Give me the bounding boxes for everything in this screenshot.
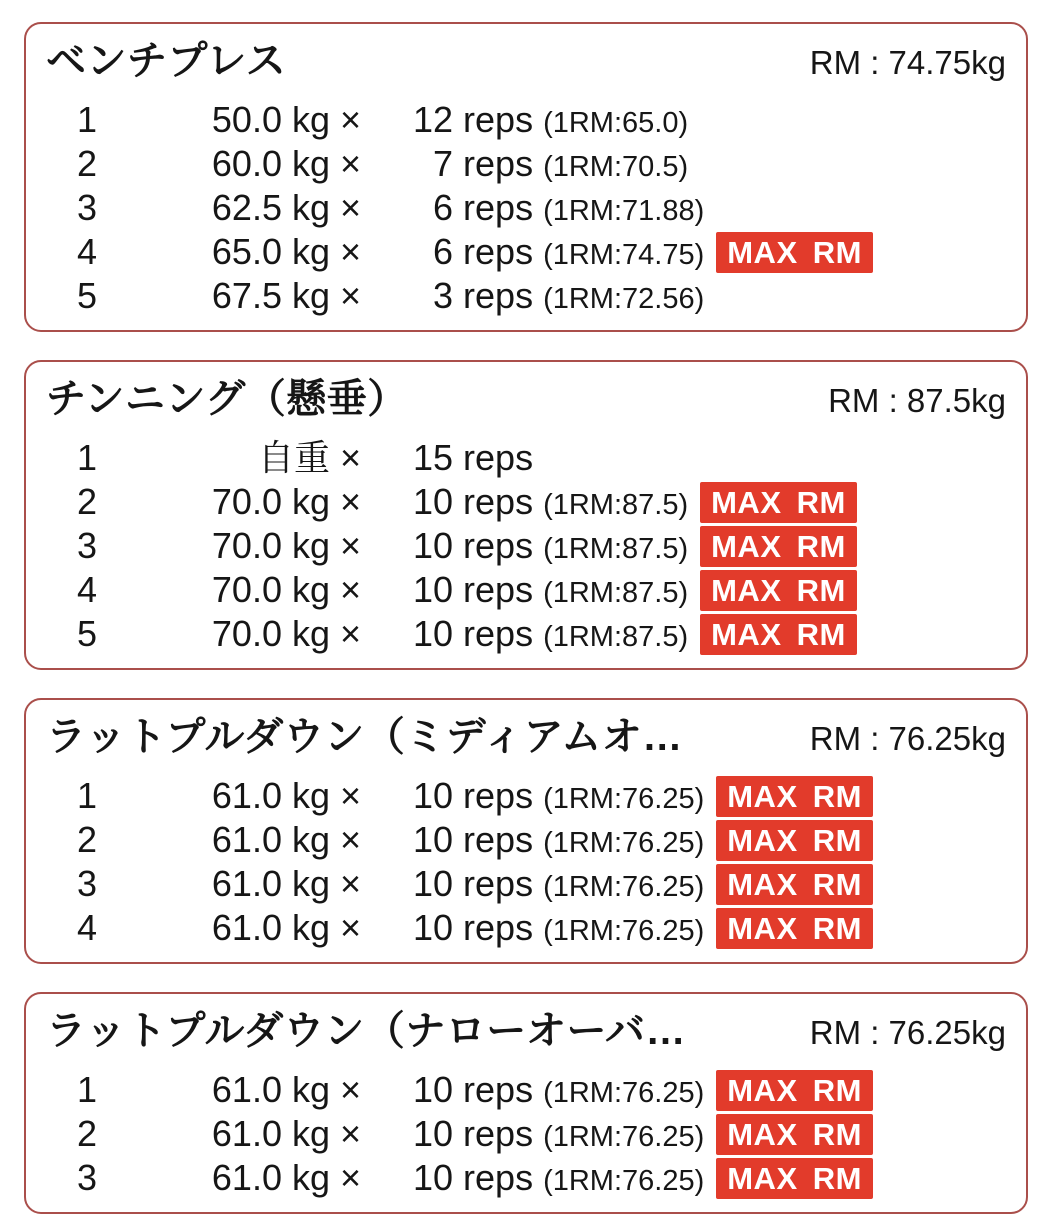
reps-count: 10 xyxy=(412,1069,454,1110)
max-rm-badge: MAX RM xyxy=(716,1070,873,1111)
set-weight: 61.0 kg xyxy=(211,819,330,860)
max-rm-badge: MAX RM xyxy=(716,864,873,905)
reps-count: 10 xyxy=(412,907,454,948)
reps-label: reps xyxy=(463,231,534,272)
set-row xyxy=(46,1068,1006,1112)
set-weight: 61.0 kg xyxy=(211,1113,330,1154)
exercise-card xyxy=(24,22,1028,332)
multiply-icon: × xyxy=(340,775,362,816)
one-rm-value: (1RM:87.5) xyxy=(543,577,689,609)
multiply-icon: × xyxy=(340,275,362,316)
set-weight: 50.0 kg xyxy=(211,99,330,140)
set-row xyxy=(46,1112,1006,1156)
set-row xyxy=(46,274,1006,318)
set-number: 1 xyxy=(76,437,98,478)
set-number: 3 xyxy=(76,1157,98,1198)
set-rows xyxy=(46,98,1006,318)
exercise-card xyxy=(24,992,1028,1214)
reps-count: 7 xyxy=(433,143,454,184)
reps-label: reps xyxy=(463,569,534,610)
one-rm-value: (1RM:76.25) xyxy=(543,871,705,903)
multiply-icon: × xyxy=(340,569,362,610)
reps-label: reps xyxy=(463,613,534,654)
exercise-title: ラットプルダウン（ミディアムオ… xyxy=(46,715,683,759)
set-row xyxy=(46,230,1006,274)
set-row xyxy=(46,436,1006,480)
reps-count: 15 xyxy=(412,437,454,478)
set-row xyxy=(46,524,1006,568)
one-rm-value: (1RM:87.5) xyxy=(543,489,689,521)
card-header xyxy=(46,372,1006,426)
one-rm-value: (1RM:72.56) xyxy=(543,283,705,315)
multiply-icon: × xyxy=(340,1157,362,1198)
one-rm-value: (1RM:74.75) xyxy=(543,239,705,271)
max-rm-badge: MAX RM xyxy=(716,776,873,817)
one-rm-value: (1RM:76.25) xyxy=(543,1165,705,1197)
reps-label: reps xyxy=(463,907,534,948)
set-weight: 61.0 kg xyxy=(211,1157,330,1198)
multiply-icon: × xyxy=(340,99,362,140)
exercise-rm-value: RM : 76.25kg xyxy=(809,720,1006,757)
reps-count: 10 xyxy=(412,1157,454,1198)
reps-count: 10 xyxy=(412,1113,454,1154)
multiply-icon: × xyxy=(340,1069,362,1110)
one-rm-value: (1RM:76.25) xyxy=(543,1077,705,1109)
set-number: 4 xyxy=(76,569,98,610)
set-weight: 61.0 kg xyxy=(211,907,330,948)
set-row xyxy=(46,1156,1006,1200)
set-number: 5 xyxy=(76,613,98,654)
set-weight: 67.5 kg xyxy=(211,275,330,316)
max-rm-badge: MAX RM xyxy=(700,526,857,567)
set-row xyxy=(46,818,1006,862)
reps-count: 10 xyxy=(412,569,454,610)
set-number: 3 xyxy=(76,187,98,228)
set-number: 4 xyxy=(76,231,98,272)
multiply-icon: × xyxy=(340,613,362,654)
reps-label: reps xyxy=(463,437,534,478)
max-rm-badge: MAX RM xyxy=(716,820,873,861)
multiply-icon: × xyxy=(340,525,362,566)
exercise-card xyxy=(24,360,1028,670)
exercise-title: ベンチプレス xyxy=(46,39,287,83)
set-rows xyxy=(46,1068,1006,1200)
reps-label: reps xyxy=(463,481,534,522)
multiply-icon: × xyxy=(340,437,362,478)
exercise-rm-value: RM : 74.75kg xyxy=(809,44,1006,81)
set-number: 1 xyxy=(76,1069,98,1110)
set-row xyxy=(46,906,1006,950)
multiply-icon: × xyxy=(340,231,362,272)
max-rm-badge: MAX RM xyxy=(716,1114,873,1155)
reps-count: 6 xyxy=(433,187,454,228)
one-rm-value: (1RM:76.25) xyxy=(543,783,705,815)
card-header xyxy=(46,710,1006,764)
set-weight: 62.5 kg xyxy=(211,187,330,228)
reps-label: reps xyxy=(463,1157,534,1198)
one-rm-value: (1RM:71.88) xyxy=(543,195,705,227)
reps-count: 3 xyxy=(433,275,454,316)
one-rm-value: (1RM:87.5) xyxy=(543,621,689,653)
set-number: 2 xyxy=(76,1113,98,1154)
exercise-title: チンニング（懸垂） xyxy=(46,377,408,421)
reps-count: 10 xyxy=(412,481,454,522)
set-row xyxy=(46,480,1006,524)
set-number: 2 xyxy=(76,143,98,184)
max-rm-badge: MAX RM xyxy=(700,570,857,611)
set-weight: 70.0 kg xyxy=(211,613,330,654)
set-number: 2 xyxy=(76,481,98,522)
set-weight: 70.0 kg xyxy=(211,525,330,566)
one-rm-value: (1RM:76.25) xyxy=(543,915,705,947)
max-rm-badge: MAX RM xyxy=(716,232,873,273)
reps-label: reps xyxy=(463,143,534,184)
set-number: 4 xyxy=(76,907,98,948)
one-rm-value: (1RM:87.5) xyxy=(543,533,689,565)
reps-count: 10 xyxy=(412,863,454,904)
set-row xyxy=(46,774,1006,818)
set-weight: 61.0 kg xyxy=(211,863,330,904)
one-rm-value: (1RM:65.0) xyxy=(543,107,689,139)
card-header xyxy=(46,1004,1006,1058)
exercise-title: ラットプルダウン（ナローオーバ… xyxy=(46,1009,686,1053)
max-rm-badge: MAX RM xyxy=(716,1158,873,1199)
multiply-icon: × xyxy=(340,143,362,184)
set-weight: 61.0 kg xyxy=(211,775,330,816)
set-number: 5 xyxy=(76,275,98,316)
reps-label: reps xyxy=(463,775,534,816)
card-header xyxy=(46,34,1006,88)
multiply-icon: × xyxy=(340,481,362,522)
reps-count: 10 xyxy=(412,525,454,566)
one-rm-value: (1RM:76.25) xyxy=(543,1121,705,1153)
exercise-card xyxy=(24,698,1028,964)
set-row xyxy=(46,568,1006,612)
max-rm-badge: MAX RM xyxy=(700,482,857,523)
set-weight: 70.0 kg xyxy=(211,569,330,610)
reps-label: reps xyxy=(463,863,534,904)
set-weight: 61.0 kg xyxy=(211,1069,330,1110)
set-number: 1 xyxy=(76,99,98,140)
set-row xyxy=(46,98,1006,142)
reps-label: reps xyxy=(463,1069,534,1110)
set-row xyxy=(46,142,1006,186)
set-weight: 65.0 kg xyxy=(211,231,330,272)
multiply-icon: × xyxy=(340,907,362,948)
set-rows xyxy=(46,436,1006,656)
reps-count: 12 xyxy=(412,99,454,140)
reps-count: 10 xyxy=(412,819,454,860)
reps-label: reps xyxy=(463,819,534,860)
reps-count: 10 xyxy=(412,613,454,654)
set-number: 3 xyxy=(76,525,98,566)
set-number: 3 xyxy=(76,863,98,904)
multiply-icon: × xyxy=(340,187,362,228)
multiply-icon: × xyxy=(340,863,362,904)
max-rm-badge: MAX RM xyxy=(716,908,873,949)
set-rows xyxy=(46,774,1006,950)
reps-label: reps xyxy=(463,525,534,566)
set-row xyxy=(46,186,1006,230)
exercise-rm-value: RM : 76.25kg xyxy=(809,1014,1006,1051)
one-rm-value: (1RM:76.25) xyxy=(543,827,705,859)
set-number: 2 xyxy=(76,819,98,860)
set-row xyxy=(46,862,1006,906)
reps-label: reps xyxy=(463,275,534,316)
reps-count: 6 xyxy=(433,231,454,272)
set-number: 1 xyxy=(76,775,98,816)
reps-label: reps xyxy=(463,1113,534,1154)
reps-count: 10 xyxy=(412,775,454,816)
multiply-icon: × xyxy=(340,819,362,860)
set-weight: 自重 xyxy=(257,437,330,478)
reps-label: reps xyxy=(463,187,534,228)
reps-label: reps xyxy=(463,99,534,140)
multiply-icon: × xyxy=(340,1113,362,1154)
one-rm-value: (1RM:70.5) xyxy=(543,151,689,183)
set-weight: 60.0 kg xyxy=(211,143,330,184)
max-rm-badge: MAX RM xyxy=(700,614,857,655)
set-weight: 70.0 kg xyxy=(211,481,330,522)
exercise-rm-value: RM : 87.5kg xyxy=(828,382,1006,419)
set-row xyxy=(46,612,1006,656)
